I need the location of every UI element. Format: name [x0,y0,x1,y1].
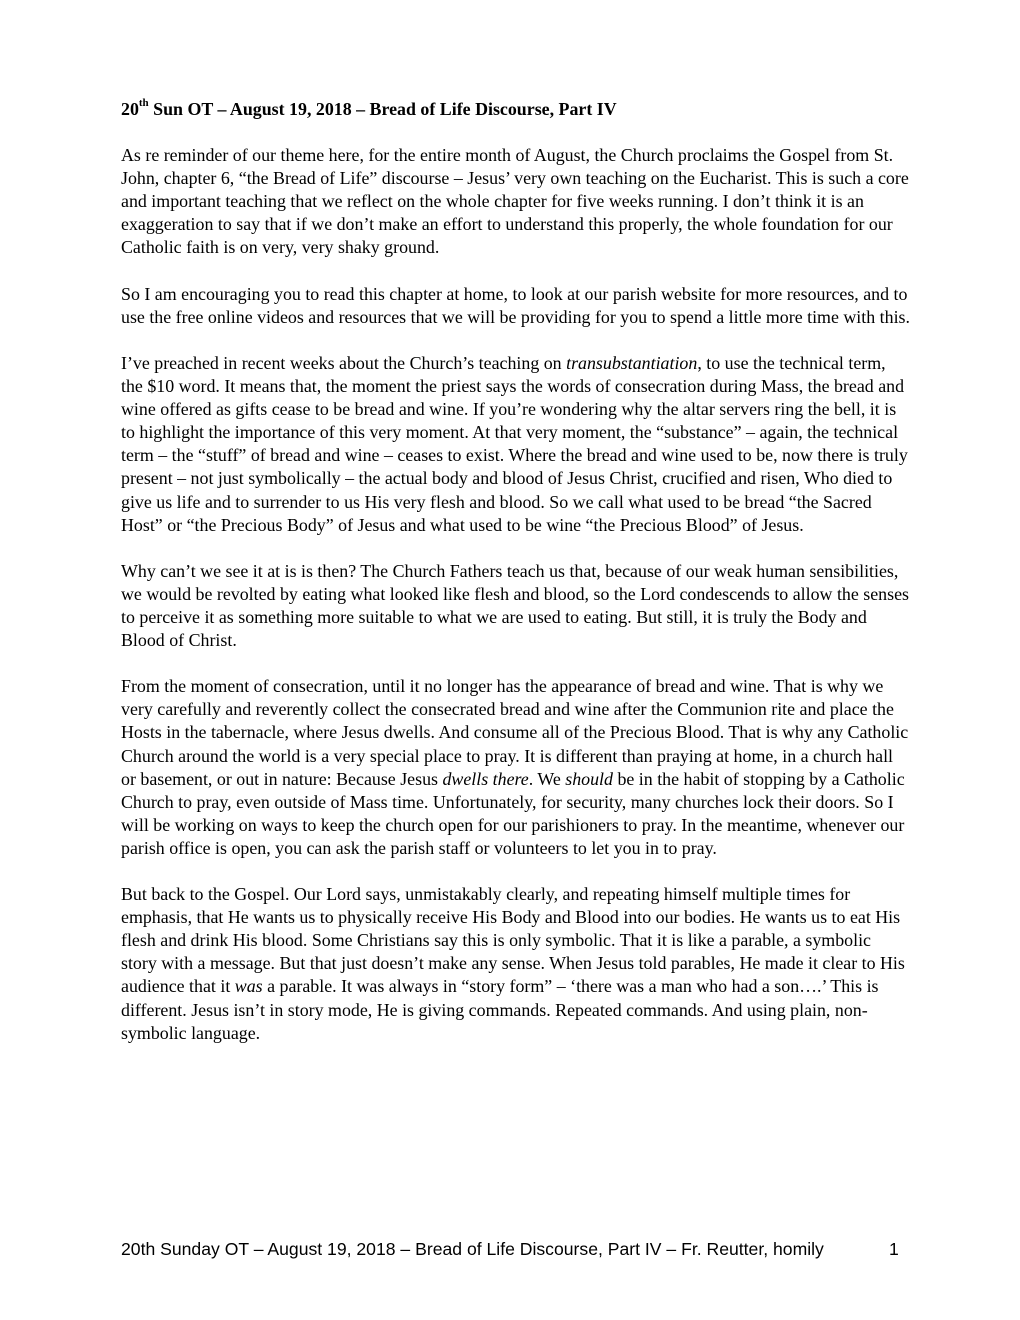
title-rest: Sun OT – August 19, 2018 – Bread of Life Discourse, Part IV [148,99,617,119]
paragraph-list [121,144,911,1045]
page-footer: 20th Sunday OT – August 19, 2018 – Bread of Life Discourse, Part IV – Fr. Reutter, homily [121,1239,824,1259]
paragraph-text: So I am encouraging you to read this chapter at home, to look at our parish website for more resources, and to use the free online videos and resources that we will be providing for you to spend a little more time with this. [121,283,910,327]
page-number: 1 [889,1239,899,1259]
emphasis-text: was [234,976,263,997]
paragraph-text: a parable. It was always in “story form” – ‘there was a man who had a son….’ This is different. Jesus isn’t in story mode, He is giving commands. Repeated commands. And using plain, non-symbolic language. [121,976,879,1043]
paragraph-text: I’ve preached in recent weeks about the Church’s teaching on [121,352,567,373]
emphasis-text: dwells there [442,768,529,789]
paragraph-text: be in the habit of stopping by a Catholic Church to pray, even outside of Mass time. Unfortunately, for security, many churches lock their doors. So I will be working on ways to keep the church open for our parishioners to pray. In the meantime, whenever our parish office is open, you can ask the parish staff or volunteers to let you in to pray. [121,768,905,858]
emphasis-text: should [565,768,613,789]
emphasis-text: transubstantiation [566,352,698,373]
document-title [121,98,911,121]
body-paragraph [121,352,911,537]
paragraph-text: , to use the technical term, the $10 word. It means that, the moment the priest says the words of consecration during Mass, the bread and wine offered as gifts cease to be bread and wine. If you’re wondering why the altar servers ring the bell, it is to highlight the importance of this very moment. At that very moment, the “substance” – again, the technical term – the “stuff” of bread and wine – ceases to exist. Where the bread and wine used to be, now there is truly present – not just symbolically – the actual body and blood of Jesus Christ, crucified and risen, Who died to give us life and to surrender to us His very flesh and blood. So we call what used to be bread “the Sacred Host” or “the Precious Body” of Jesus and what used to be wine “the Precious Blood” of Jesus. [121,352,908,535]
body-paragraph [121,883,911,1045]
document-body [121,98,911,1045]
body-paragraph [121,144,911,259]
paragraph-text: Why can’t we see it at is is then? The Church Fathers teach us that, because of our weak human sensibilities, we would be revolted by eating what looked like flesh and blood, so the Lord condescends to allow the senses to perceive it as something more suitable to what we are used to eating. But still, it is truly the Body and Blood of Christ. [121,560,909,651]
paragraph-text: From the moment of consecration, until it no longer has the appearance of bread and wine. That is why we very carefully and reverently collect the consecrated bread and wine after the Communion rite and place the Hosts in the tabernacle, where Jesus dwells. And consume all of the Precious Blood. That is why any Catholic Church around the world is a very special place to pray. It is different than praying at home, in a church hall or basement, or out in nature: Because Jesus [121,676,909,789]
body-paragraph [121,675,911,860]
paragraph-text: As re reminder of our theme here, for the entire month of August, the Church proclaims the Gospel from St. John, chapter 6, “the Bread of Life” discourse – Jesus’ very own teaching on the Eucharist. This is such a core and important teaching that we reflect on the whole chapter for five weeks running. I don’t think it is an exaggeration to say that if we don’t make an effort to understand this properly, the whole foundation for our Catholic faith is on very, very shaky ground. [121,145,909,258]
title-superscript: th [138,97,149,110]
title-prefix: 20 [121,99,139,119]
body-paragraph [121,283,911,329]
body-paragraph [121,560,911,652]
paragraph-text: But back to the Gospel. Our Lord says, unmistakably clearly, and repeating himself multiple times for emphasis, that He wants us to physically receive His Body and Blood into our bodies. He wants us to eat His flesh and drink His blood. Some Christians say this is only symbolic. That it is like a parable, a symbolic story with a message. But that just doesn’t make any sense. When Jesus told parables, He made it clear to His audience that it [121,884,905,997]
paragraph-text: . We [528,768,566,789]
